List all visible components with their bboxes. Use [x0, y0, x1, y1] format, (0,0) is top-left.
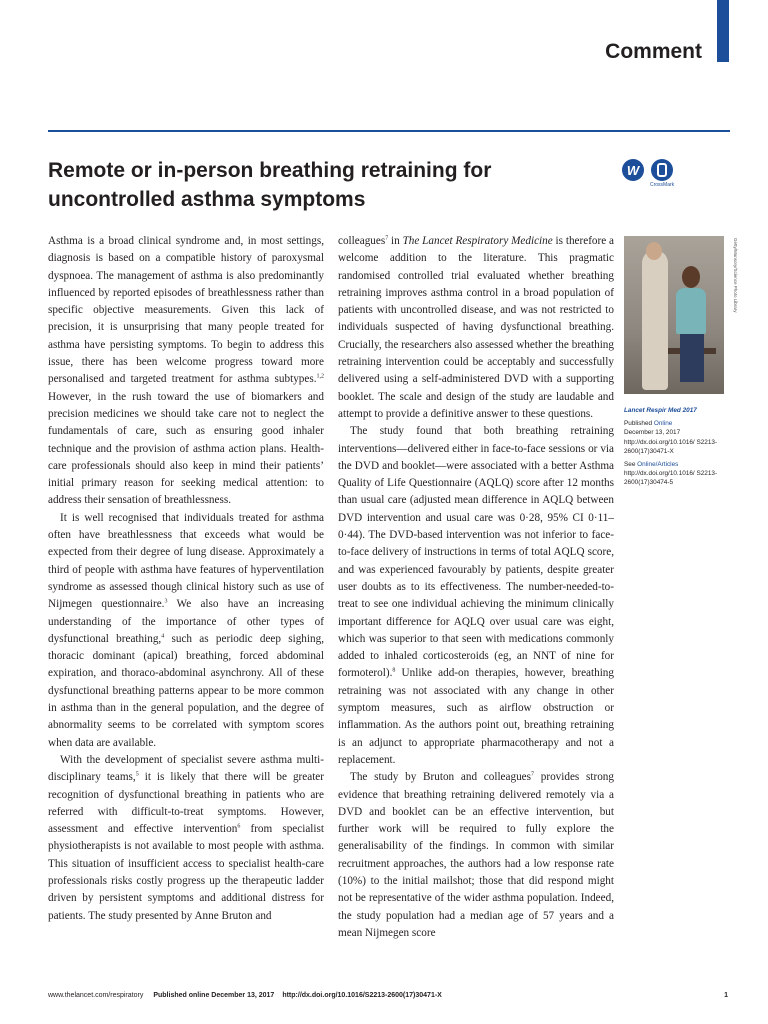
footer-doi[interactable]: http://dx.doi.org/10.1016/S2213-2600(17)30471-X — [282, 992, 442, 999]
article-title: Remote or in-person breathing retraining for uncontrolled asthma symptoms — [48, 159, 492, 211]
see-online-articles-link[interactable]: Online/Articles — [637, 461, 679, 469]
paragraph: colleagues$^7$ in The Lancet Respiratory Medicine is therefore a welcome addition to the literature. This pragmatic randomised controlled trial evaluated whether breathing retraining improves asthma control in a broad population of patients with uncontrolled disease, and was not restricted to individuals suspected of having dysfunctional breathing. Crucially, the researchers also assessed whether the breathing retraining intervention could be acceptably and successfully delivered using a self-administered DVD with a supporting booklet. The scale and design of the study are laudable and attempt to provide a definitive answer to these questions. — [338, 235, 615, 420]
related-doi-link[interactable]: http://dx.doi.org/10.1016/ S2213-2600(17)30474-5 — [624, 470, 718, 487]
footer-url[interactable]: www.thelancet.com/respiratory — [48, 992, 144, 999]
article-meta — [624, 406, 742, 488]
section-tab — [717, 0, 729, 62]
paragraph: It is well recognised that individuals treated for asthma often have breathlessness that exceeds what would be expected from their degree of lung disease. Approximately a third of people with asthma have features of hyperventilation syndrome as assessed though clinical history such as use of Nijmegen questionnaire.$^3$ We also have an increasing understanding of the importance of other types of dysfunctional breathing,$^4$ such as periodic deep sighing, thoracic dominant (apical) breathing, forced abdominal expiration, and thoraco-abdominal asynchrony. All of these dysfunctional breathing patterns appear to be more common in asthma than in the general population, and the degree of abnormality seems to be correlated with symptom scores when data are available. — [48, 511, 324, 749]
header-rule — [48, 130, 730, 132]
paragraph: The study found that both breathing retraining interventions—delivered either in face-to-face sessions or via the DVD and booklet—were associated with a better Asthma Quality of Life Questionnaire (AQLQ) score after 12 months than usual care (adjusted mean difference in AQLQ between DVD intervention and usual care was 0·28, 95% CI 0·11–0·44). The DVD-based intervention was not inferior to face-to-face delivery of instructions in terms of total AQLQ score, and was experienced favourably by patients, despite greater user doubts as to its effectiveness. The number-needed-to-treat to see one individual achieving the minimum clinically important difference for AQLQ over usual care was eight, which was superior to that seen with medications commonly added to inhaled corticosteroids (eg, an NNT of nine for formoterol).$^8$ Unlike add-on therapies, however, breathing retraining was not associated with any change in other symptom measures, such as airflow obstruction or inflammation. As the authors point out, breathing retraining is an adjunct to appropriate pharmacotherapy and not a replacement. — [338, 425, 614, 766]
body-column-1 — [48, 233, 324, 925]
page-footer — [48, 992, 728, 999]
paragraph: With the development of specialist severe asthma multi-disciplinary teams,$^5$ it is likely that there will be greater recognition of dysfunctional breathing in patients who are referred with difficult-to-treat symptoms. However, assessment and effective intervention$^6$ from specialist physiotherapists is not available to most people with asthma. This situation of insufficient access to specialist health-care professionals risks costly progress up the therapeutic ladder driven by persistent symptoms and additional distress for patients. The study presented by Anne Bruton and — [48, 753, 324, 922]
sidebar — [624, 236, 742, 492]
see-label: See — [624, 461, 636, 469]
published-label: Published — [624, 420, 653, 428]
crossmark-label: CrossMark — [650, 182, 675, 188]
journal-citation: Lancet Respir Med 2017 — [624, 407, 697, 414]
badges — [622, 159, 674, 188]
w-badge-icon[interactable]: W — [622, 159, 644, 181]
doi-link[interactable]: http://dx.doi.org/10.1016/ S2213-2600(17)30471-X — [624, 438, 718, 455]
published-date: December 13, 2017 — [624, 429, 681, 437]
page-number: 1 — [724, 992, 728, 999]
paragraph: Asthma is a broad clinical syndrome and, in most settings, diagnosis is based on a compatible history of paroxysmal dyspnoea. The management of asthma is also predominantly influenced by reported episodes of breathlessness rather than specific objective measurements. Given this lack of precision, it is unsurprising that many people treated for asthma have persisting symptoms. To begin to address this issue, there has been welcome progress toward more personalised and targeted treatment for asthma subtypes.$^{1,2}$ However, in the rush toward the use of biomarkers and precision medicines we should take care not to neglect the fundamentals of care, such as ensuring good inhaler technique and the provision of asthma action plans. Health-care professionals should also keep in mind their patients’ initial primary reason for seeking medical attention: to address their sensation of breathlessness. — [48, 235, 324, 507]
paragraph: The study by Bruton and colleagues$^7$ provides strong evidence that breathing retraining delivered remotely via a DVD and booklet can be an effective intervention, but further work will be required to fully explore the generalisability of the findings. In common with similar recruitment approaches, the authors had a low response rate (10%) to the initial mailshot; those that did respond might not be representative of the wider asthma population. Indeed, the study population had a median age of 57 years and a mean Nijmegen score — [338, 771, 614, 939]
body-column-2 — [338, 233, 614, 942]
article-photo — [624, 236, 738, 394]
section-label: Comment — [605, 40, 702, 63]
photo-credit: Getty/Mansory/Science Photo Library — [733, 238, 738, 313]
crossmark-icon[interactable] — [650, 159, 674, 188]
published-online-link[interactable]: Online — [653, 420, 673, 428]
footer-published: Published online December 13, 2017 — [153, 992, 275, 999]
